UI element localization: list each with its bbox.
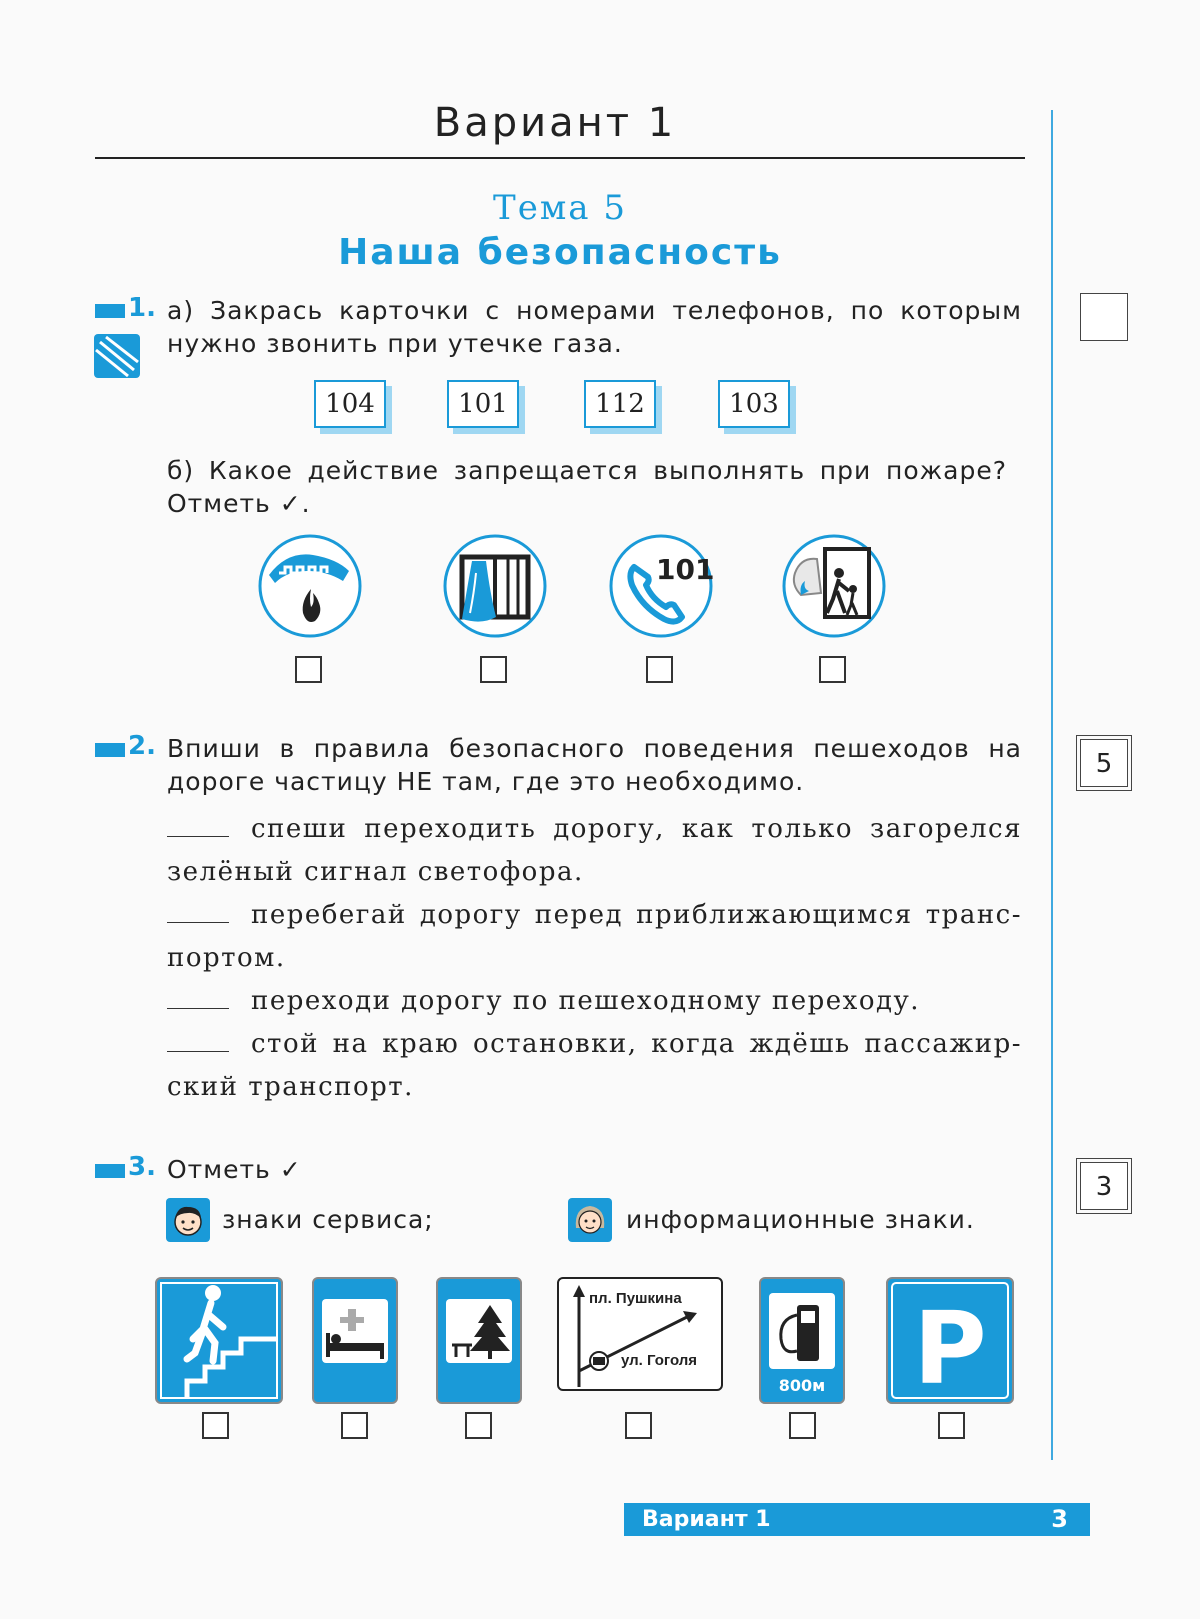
answer-blank[interactable] (167, 810, 229, 837)
score-box-q3: 3 (1080, 1162, 1128, 1210)
footer-variant: Вариант 1 (642, 1507, 771, 1532)
score-box-q1[interactable] (1080, 293, 1128, 341)
answer-checkbox[interactable] (646, 656, 673, 683)
hotel-sign (312, 1277, 398, 1404)
margin-rule (1051, 110, 1053, 1460)
question-1b-text: б) Какое действие запрещается выполнять при пожаре? Отметь ✓. (167, 456, 1007, 518)
answer-checkbox[interactable] (480, 656, 507, 683)
answer-blank[interactable] (167, 896, 229, 923)
phone-101-icon (608, 533, 714, 643)
boy-avatar-icon (166, 1198, 210, 1242)
answer-checkbox[interactable] (295, 656, 322, 683)
girl-avatar-icon (568, 1198, 612, 1242)
waving-cloth-fire-icon (257, 533, 363, 643)
answer-checkbox[interactable] (341, 1412, 368, 1439)
phone-card[interactable]: 104 (314, 380, 386, 428)
header-rule (95, 157, 1025, 159)
direction-sign (557, 1277, 723, 1391)
rule-item: стой на краю остановки, когда ждёшь пассажир-ский транспорт. (167, 1023, 1022, 1109)
phone-number-label: 101 (656, 553, 714, 586)
phone-card[interactable]: 101 (447, 380, 519, 428)
question-number: 3. (128, 1152, 156, 1182)
direction-top-label: пл. Пушкина (589, 1290, 682, 1307)
answer-checkbox[interactable] (202, 1412, 229, 1439)
topic-label: Тема 5 (493, 188, 627, 228)
answer-checkbox[interactable] (625, 1412, 652, 1439)
answer-checkbox[interactable] (819, 656, 846, 683)
answer-blank[interactable] (167, 1025, 229, 1052)
answer-checkbox[interactable] (789, 1412, 816, 1439)
direction-bottom-label: ул. Гоголя (621, 1352, 698, 1369)
phone-card[interactable]: 112 (584, 380, 656, 428)
underpass-sign (155, 1277, 283, 1404)
answer-blank[interactable] (167, 982, 229, 1009)
question-3-text: Отметь ✓ (167, 1155, 302, 1184)
colored-pencils-icon (94, 334, 140, 378)
page-number: 3 (1051, 1505, 1068, 1533)
question-2-text: Впиши в правила безопасного поведения пешеходов на дороге частицу НЕ там, где это необходимо. (167, 734, 1022, 796)
question-marker (95, 304, 125, 318)
legend-info: информационные знаки. (626, 1205, 975, 1234)
fuel-sign (759, 1277, 845, 1404)
phone-card[interactable]: 103 (718, 380, 790, 428)
question-number: 2. (128, 731, 156, 761)
rule-item: переходи дорогу по пешеходному переходу. (167, 980, 1022, 1023)
evacuate-door-icon (781, 533, 887, 643)
footer-bar (624, 1503, 1090, 1536)
legend-service: знаки сервиса; (222, 1205, 434, 1234)
rule-item: перебегай дорогу перед приближающимся транс-портом. (167, 894, 1022, 980)
picnic-sign (436, 1277, 522, 1404)
question-1a-text: а) Закрась карточки с номерами телефонов, по которым нужно звонить при утечке газа. (167, 296, 1022, 358)
question-marker (95, 743, 125, 757)
parking-sign (886, 1277, 1014, 1404)
question-number: 1. (128, 293, 156, 323)
score-box-q2: 5 (1080, 739, 1128, 787)
topic-title: Наша безопасность (338, 232, 782, 273)
variant-title: Вариант 1 (433, 100, 677, 146)
answer-checkbox[interactable] (938, 1412, 965, 1439)
fuel-distance-label: 800м (778, 1376, 826, 1395)
open-window-icon (442, 533, 548, 643)
parking-letter: P (913, 1290, 987, 1402)
answer-checkbox[interactable] (465, 1412, 492, 1439)
rule-item: спеши переходить дорогу, как только загорелся зелёный сигнал светофора. (167, 808, 1022, 894)
question-marker (95, 1164, 125, 1178)
